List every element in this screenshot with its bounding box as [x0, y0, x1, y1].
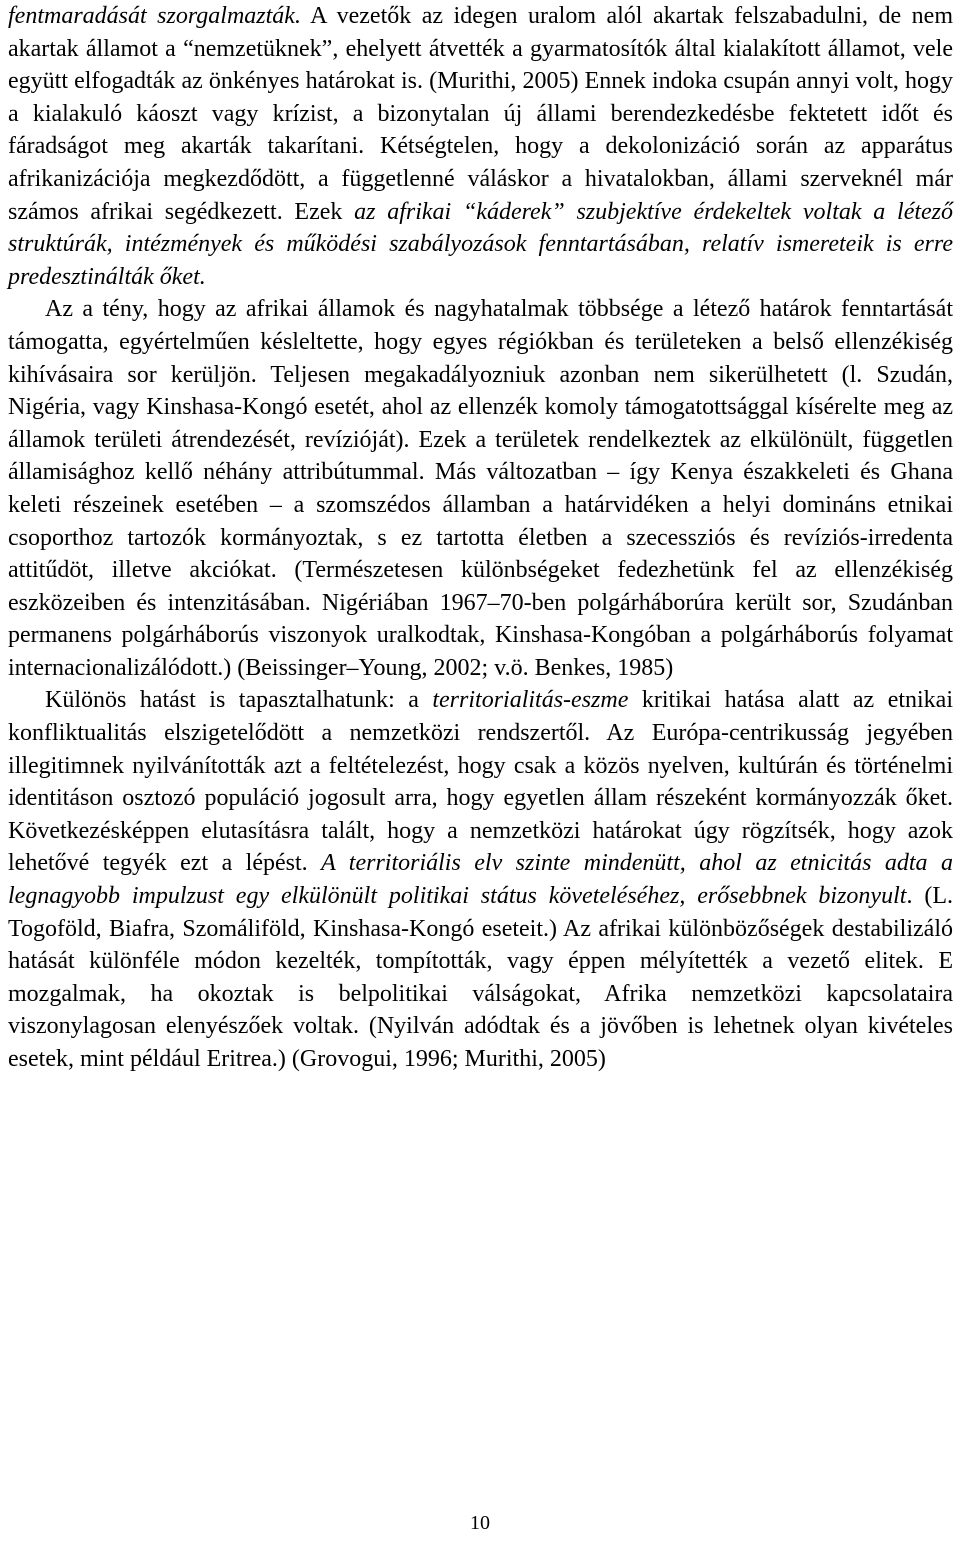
text-span: A vezetők az idegen uralom alól akartak felszabadulni, de nem akartak államot a “nemzetüknek”, ehelyett átvették a gyarmatosítók által kialakított államot, vele együtt elfogadták az önkényes határokat is. (Murithi, 2005) Ennek indoka csupán annyi volt, hogy a kialakuló káoszt vagy krízist, a bizonytalan új állami berendezkedésbe fektetett időt és fáradságot meg akarták takarítani. Kétségtelen, hogy a dekolonizáció során az apparátus afrikanizációja megkezdődött, a függetlenné váláskor a hivatalokban, állami szerveknél már számos afrikai segédkezett. Ezek: [8, 3, 953, 225]
text-span: kritikai hatása alatt az etnikai konfliktualitás elszigetelődött a nemzetközi rendszertől. Az Európa-centrikusság jegyében illegitimnek nyilvánították azt a feltételezést, hogy csak a közös nyelven, kultúrán és történelmi identitáson osztozó populáció jogosult arra, hogy egyetlen állam részeként kormányozzák őket. Következésképpen elutasításra talált, hogy a nemzetközi határokat úgy rögzítsék, hogy azok lehetővé tegyék ezt a lépést.: [8, 687, 954, 877]
paragraph-territoriality: [8, 684, 953, 1075]
italic-span: A territoriális elv szinte mindenütt, ahol az etnicitás adta a legnagyobb impulzust egy elkülönült politikai státus követeléséhez, erősebbnek bizonyult: [8, 850, 953, 910]
paragraph-borders: [8, 293, 953, 684]
italic-span: fentmaradását szorgalmazták.: [8, 3, 301, 29]
text-span: . (L. Togoföld, Biafra, Szomáliföld, Kinshasa-Kongó eseteit.) Az afrikai különbözőségek destabilizáló hatását különféle módon kezelték, tompították, vagy éppen mélyítették a vezető elitek. E mozgalmak, ha okoztak is belpolitikai válságokat, Afrika nemzetközi kapcsolataira viszonylagosan elenyészőek voltak. (Nyilván adódtak és a jövőben is lehetnek olyan kivételes esetek, mint például Eritrea.) (Grovogui, 1996; Murithi, 2005): [8, 883, 953, 1072]
paragraph-continuation: [8, 0, 953, 293]
page-number: 10: [470, 1512, 490, 1534]
text-span: Különös hatást is tapasztalhatunk: a: [45, 687, 433, 714]
document-page: [8, 0, 953, 1076]
italic-span: territorialitás-eszme: [432, 687, 629, 714]
text-span: Az a tény, hogy az afrikai államok és nagyhatalmak többsége a létező határok fenntartását támogatta, egyértelműen késleltette, hogy egyes régiókban és területeken a belső ellenzékiség kihívásaira sor kerüljön. Teljesen megakadályozniuk azonban nem sikerülhetett (l. Szudán, Nigéria, vagy Kinshasa-Kongó esetét, ahol az ellenzék komoly támogatottsággal kísérelte meg az államok területi átrendezését, revízióját). Ezek a területek rendelkeztek az elkülönült, független államisághoz kellő néhány attribútummal. Más változatban – így Kenya északkeleti és Ghana keleti részeinek esetében – a szomszédos államban a határvidéken a helyi domináns etnikai csoporthoz tartozók kormányoztak, s ez tartotta életben a szecessziós és revíziós-irredenta attitűdöt, illetve akciókat. (Természetesen különbségeket fedezhetünk fel az ellenzékiség eszközeiben és intenzitásában. Nigériában 1967–70-ben polgárháborúra került sor, Szudánban permanens polgárháborús viszonyok uralkodtak, Kinshasa-Kongóban a polgárháborús folyamat internacionalizálódott.) (Beissinger–Young, 2002; v.ö. Benkes, 1985): [8, 296, 953, 681]
italic-span: az afrikai “káderek” szubjektíve érdekeltek voltak a létező struktúrák, intézmények és működési szabályozások fenntartásában, relatív ismereteik is erre predesztinálták őket.: [8, 198, 954, 290]
